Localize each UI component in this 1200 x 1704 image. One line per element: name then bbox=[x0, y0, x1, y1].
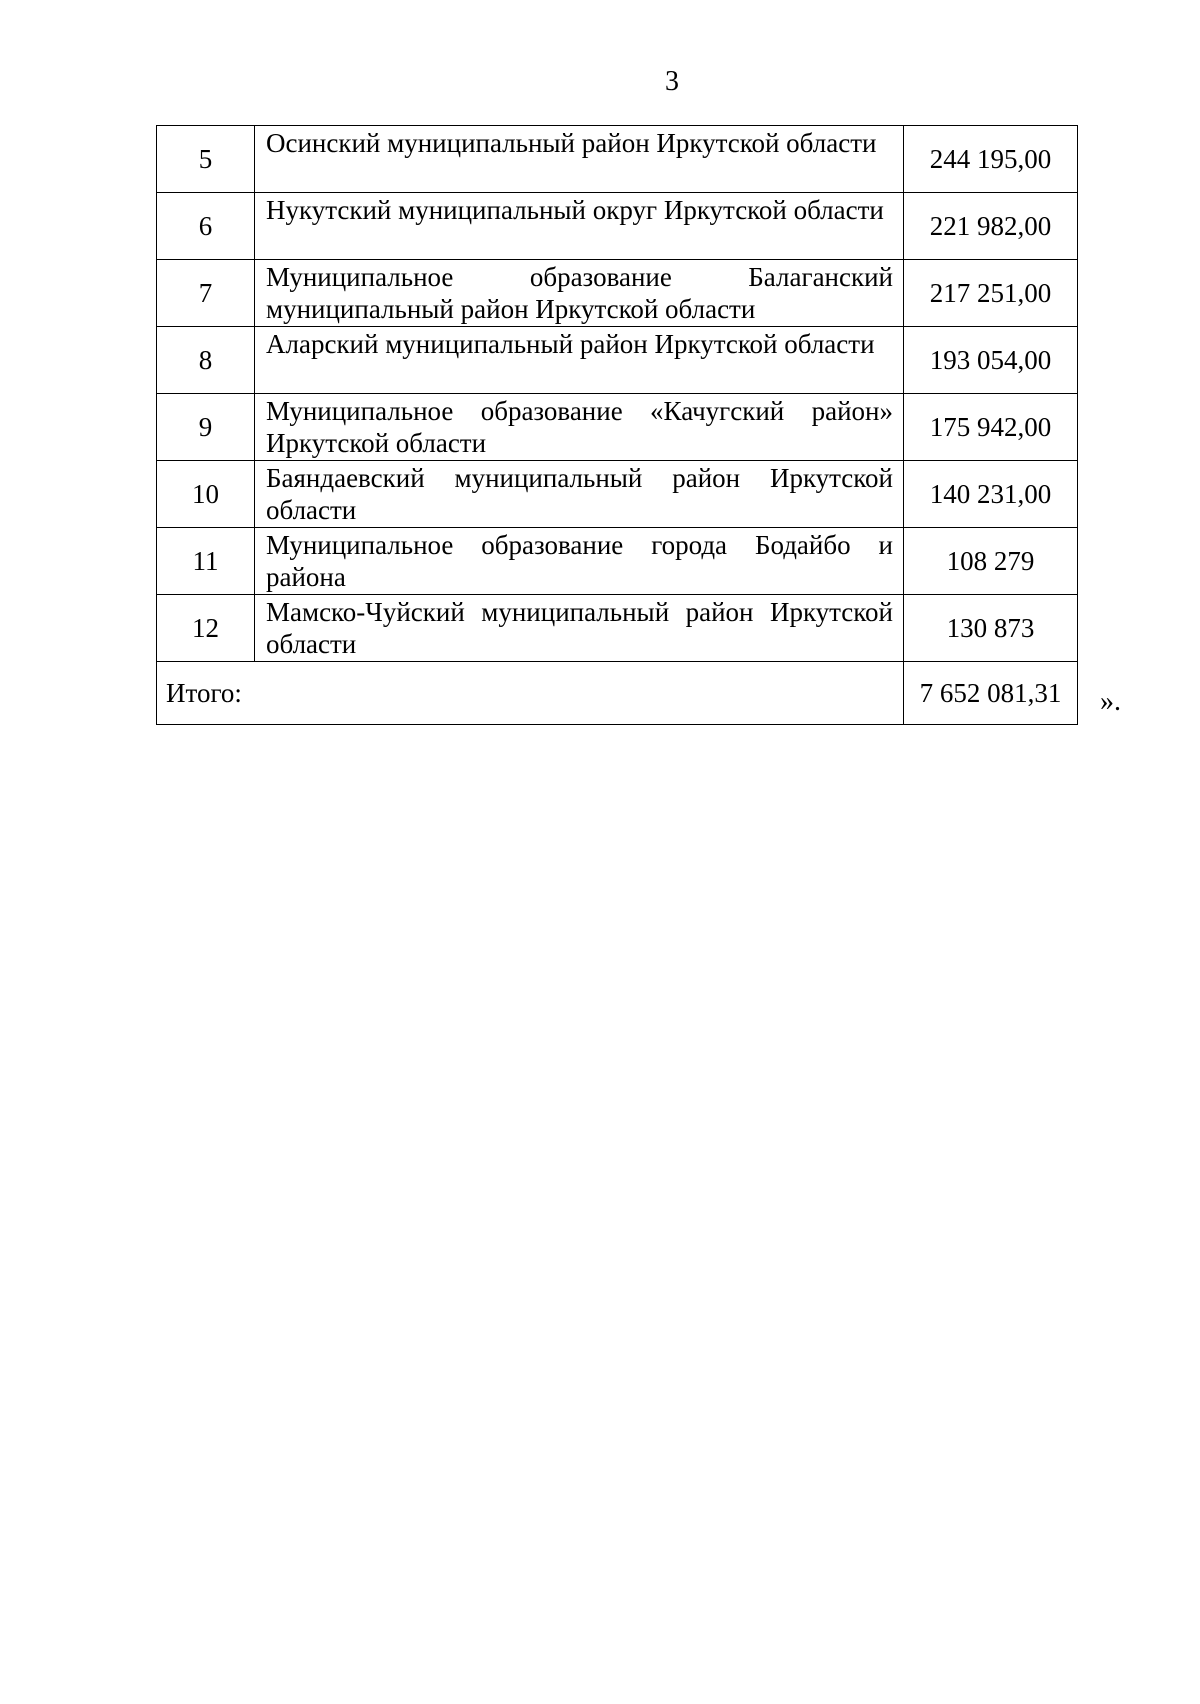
table-row bbox=[157, 193, 1078, 260]
row-number: 5 bbox=[157, 126, 255, 193]
table-row bbox=[157, 595, 1078, 662]
municipality-name: Баяндаевский муниципальный район Иркутской области bbox=[255, 461, 904, 528]
amount-value: 193 054,00 bbox=[904, 327, 1078, 394]
amount-value: 244 195,00 bbox=[904, 126, 1078, 193]
municipality-name: Аларский муниципальный район Иркутской области bbox=[255, 327, 904, 394]
row-number: 10 bbox=[157, 461, 255, 528]
table-row bbox=[157, 327, 1078, 394]
row-number: 11 bbox=[157, 528, 255, 595]
amount-value: 130 873 bbox=[904, 595, 1078, 662]
table-row bbox=[157, 528, 1078, 595]
total-row bbox=[157, 662, 1078, 725]
amount-value: 217 251,00 bbox=[904, 260, 1078, 327]
row-number: 6 bbox=[157, 193, 255, 260]
municipality-name: Мамско-Чуйский муниципальный район Иркутской области bbox=[255, 595, 904, 662]
page-number: 3 bbox=[665, 66, 679, 97]
municipality-name: Муниципальное образование Балаганский муниципальный район Иркутской области bbox=[255, 260, 904, 327]
row-number: 7 bbox=[157, 260, 255, 327]
amount-value: 175 942,00 bbox=[904, 394, 1078, 461]
allocation-table bbox=[156, 125, 1078, 725]
municipality-name: Осинский муниципальный район Иркутской области bbox=[255, 126, 904, 193]
municipality-name: Муниципальное образование «Качугский район» Иркутской области bbox=[255, 394, 904, 461]
row-number: 12 bbox=[157, 595, 255, 662]
total-amount: 7 652 081,31 bbox=[904, 662, 1078, 725]
table-row bbox=[157, 394, 1078, 461]
amount-value: 140 231,00 bbox=[904, 461, 1078, 528]
municipality-name: Нукутский муниципальный округ Иркутской области bbox=[255, 193, 904, 260]
amount-value: 221 982,00 bbox=[904, 193, 1078, 260]
municipality-name: Муниципальное образование города Бодайбо и района bbox=[255, 528, 904, 595]
table-row bbox=[157, 126, 1078, 193]
table-row bbox=[157, 260, 1078, 327]
closing-quote-mark: ». bbox=[1100, 686, 1121, 717]
amount-value: 108 279 bbox=[904, 528, 1078, 595]
table-row bbox=[157, 461, 1078, 528]
row-number: 8 bbox=[157, 327, 255, 394]
row-number: 9 bbox=[157, 394, 255, 461]
total-label: Итого: bbox=[157, 662, 904, 725]
